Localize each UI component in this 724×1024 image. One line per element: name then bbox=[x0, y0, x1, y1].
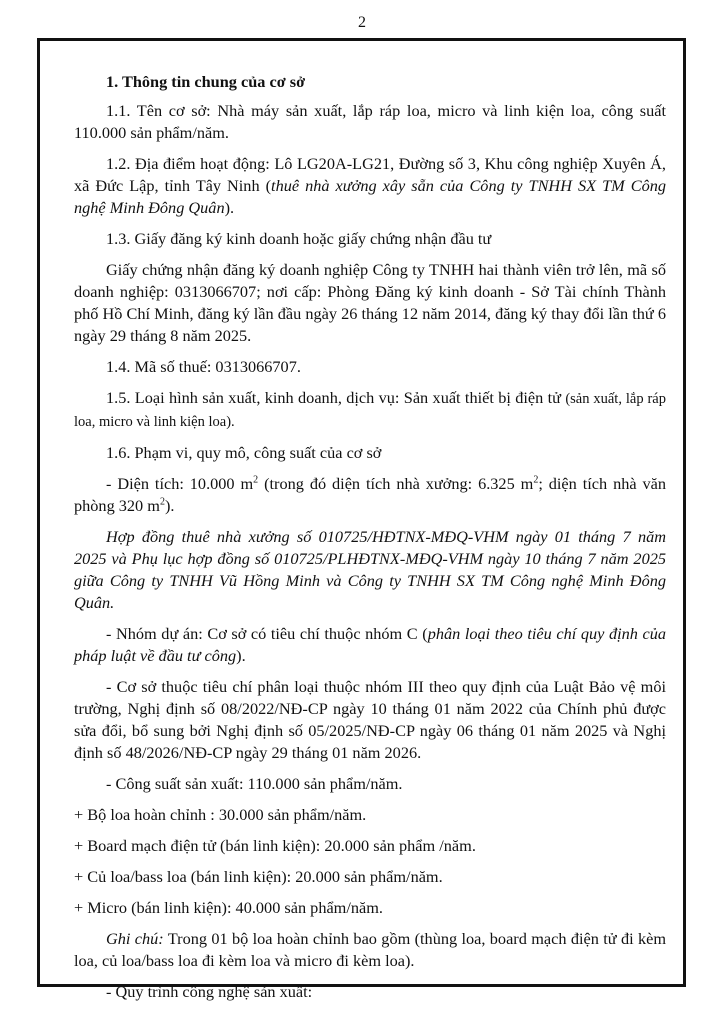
group-note: phân loại theo tiêu chí quy định của pháp luật về đầu tư công bbox=[74, 624, 666, 665]
group-end: ). bbox=[236, 646, 246, 665]
sup: 2 bbox=[253, 474, 259, 486]
production-process: - Quy trình công nghệ sản xuất: bbox=[106, 982, 313, 1001]
section-heading: 1. Thông tin chung của cơ sở bbox=[106, 72, 306, 91]
business-license-title: 1.3. Giấy đăng ký kinh doanh hoặc giấy chứng nhận đầu tư bbox=[106, 229, 492, 248]
location-note: thuê nhà xưởng xây sẵn của Công ty TNHH SX TM Công nghệ Minh Đông Quân bbox=[74, 176, 667, 217]
capacity-item: + Micro (bán linh kiện): 40.000 sản phẩm/năm. bbox=[74, 898, 383, 917]
note-label: Ghi chú: bbox=[106, 929, 164, 948]
area-paragraph bbox=[74, 473, 666, 517]
page-number: 2 bbox=[358, 14, 366, 31]
note bbox=[74, 928, 666, 972]
production-capacity: - Công suất sản xuất: 110.000 sản phẩm/năm. bbox=[106, 774, 403, 793]
capacity-item: + Board mạch điện tử (bán linh kiện): 20.000 sản phẩm /năm. bbox=[74, 836, 476, 855]
business-type bbox=[74, 387, 666, 433]
business-license-detail: Giấy chứng nhận đăng ký doanh nghiệp Công ty TNHH hai thành viên trở lên, mã số doanh nghiệp: 0313066707; nơi cấp: Phòng Đăng ký kinh doanh - Sở Tài chính Thành phố Hồ Chí Minh, đăng ký lần đầu ngày 26 tháng 12 năm 2014, đăng ký thay đổi lần thứ 6 ngày 29 tháng 8 năm 2025. bbox=[74, 260, 666, 345]
content-frame bbox=[37, 38, 686, 1001]
sup: 2 bbox=[159, 496, 165, 508]
business-type-text: 1.5. Loại hình sản xuất, kinh doanh, dịch vụ: Sản xuất thiết bị điện tử bbox=[106, 388, 566, 407]
area-total: - Diện tích: 10.000 m bbox=[106, 474, 254, 493]
area-workshop: (trong đó diện tích nhà xưởng: 6.325 m bbox=[258, 474, 534, 493]
tax-code: 1.4. Mã số thuế: 0313066707. bbox=[106, 357, 301, 376]
sup: 2 bbox=[533, 474, 539, 486]
document-body bbox=[74, 71, 666, 1012]
capacity-item: + Củ loa/bass loa (bán linh kiện): 20.000 sản phẩm/năm. bbox=[74, 867, 443, 886]
project-group bbox=[74, 623, 666, 667]
capacity-item: + Bộ loa hoàn chỉnh : 30.000 sản phẩm/năm. bbox=[74, 805, 367, 824]
environment-classification: - Cơ sở thuộc tiêu chí phân loại thuộc nhóm III theo quy định của Luật Bảo vệ môi trường, Nghị định số 08/2022/NĐ-CP ngày 10 tháng 01 năm 2022 của Chính phủ được sửa đổi, bổ sung bởi Nghị định số 05/2025/NĐ-CP ngày 06 tháng 01 năm 2025 và Nghị định số 48/2026/NĐ-CP ngày 29 tháng 01 năm 2026. bbox=[74, 677, 666, 762]
facility-location bbox=[74, 153, 666, 219]
location-text: 1.2. Địa điểm hoạt động: Lô LG20A-LG21, Đường số 3, Khu công nghiệp Xuyên Á, xã Đức Lập, tỉnh Tây Ninh ( bbox=[74, 154, 666, 195]
area-office: ; diện tích nhà văn phòng 320 m bbox=[74, 474, 667, 515]
note-text: Trong 01 bộ loa hoàn chỉnh bao gồm (thùng loa, board mạch điện tử đi kèm loa, củ loa/bass loa đi kèm loa và micro đi kèm loa). bbox=[74, 929, 666, 970]
lease-contract: Hợp đồng thuê nhà xưởng số 010725/HĐTNX-MĐQ-VHM ngày 01 tháng 7 năm 2025 và Phụ lục hợp đồng số 010725/PLHĐTNX-MĐQ-VHM ngày 10 tháng 7 năm 2025 giữa Công ty TNHH Vũ Hồng Minh và Công ty TNHH SX TM Công nghệ Minh Đông Quân. bbox=[74, 527, 666, 612]
business-type-detail: (sản xuất, lắp ráp loa, micro và linh kiện loa). bbox=[74, 391, 666, 430]
area-end: ). bbox=[164, 496, 175, 515]
location-end: ). bbox=[224, 198, 235, 217]
group-text: - Nhóm dự án: Cơ sở có tiêu chí thuộc nhóm C ( bbox=[106, 624, 428, 643]
scope-title: 1.6. Phạm vi, quy mô, công suất của cơ sở bbox=[106, 443, 382, 462]
facility-name: 1.1. Tên cơ sở: Nhà máy sản xuất, lắp ráp loa, micro và linh kiện loa, công suất 110.000 sản phẩm/năm. bbox=[74, 101, 666, 142]
